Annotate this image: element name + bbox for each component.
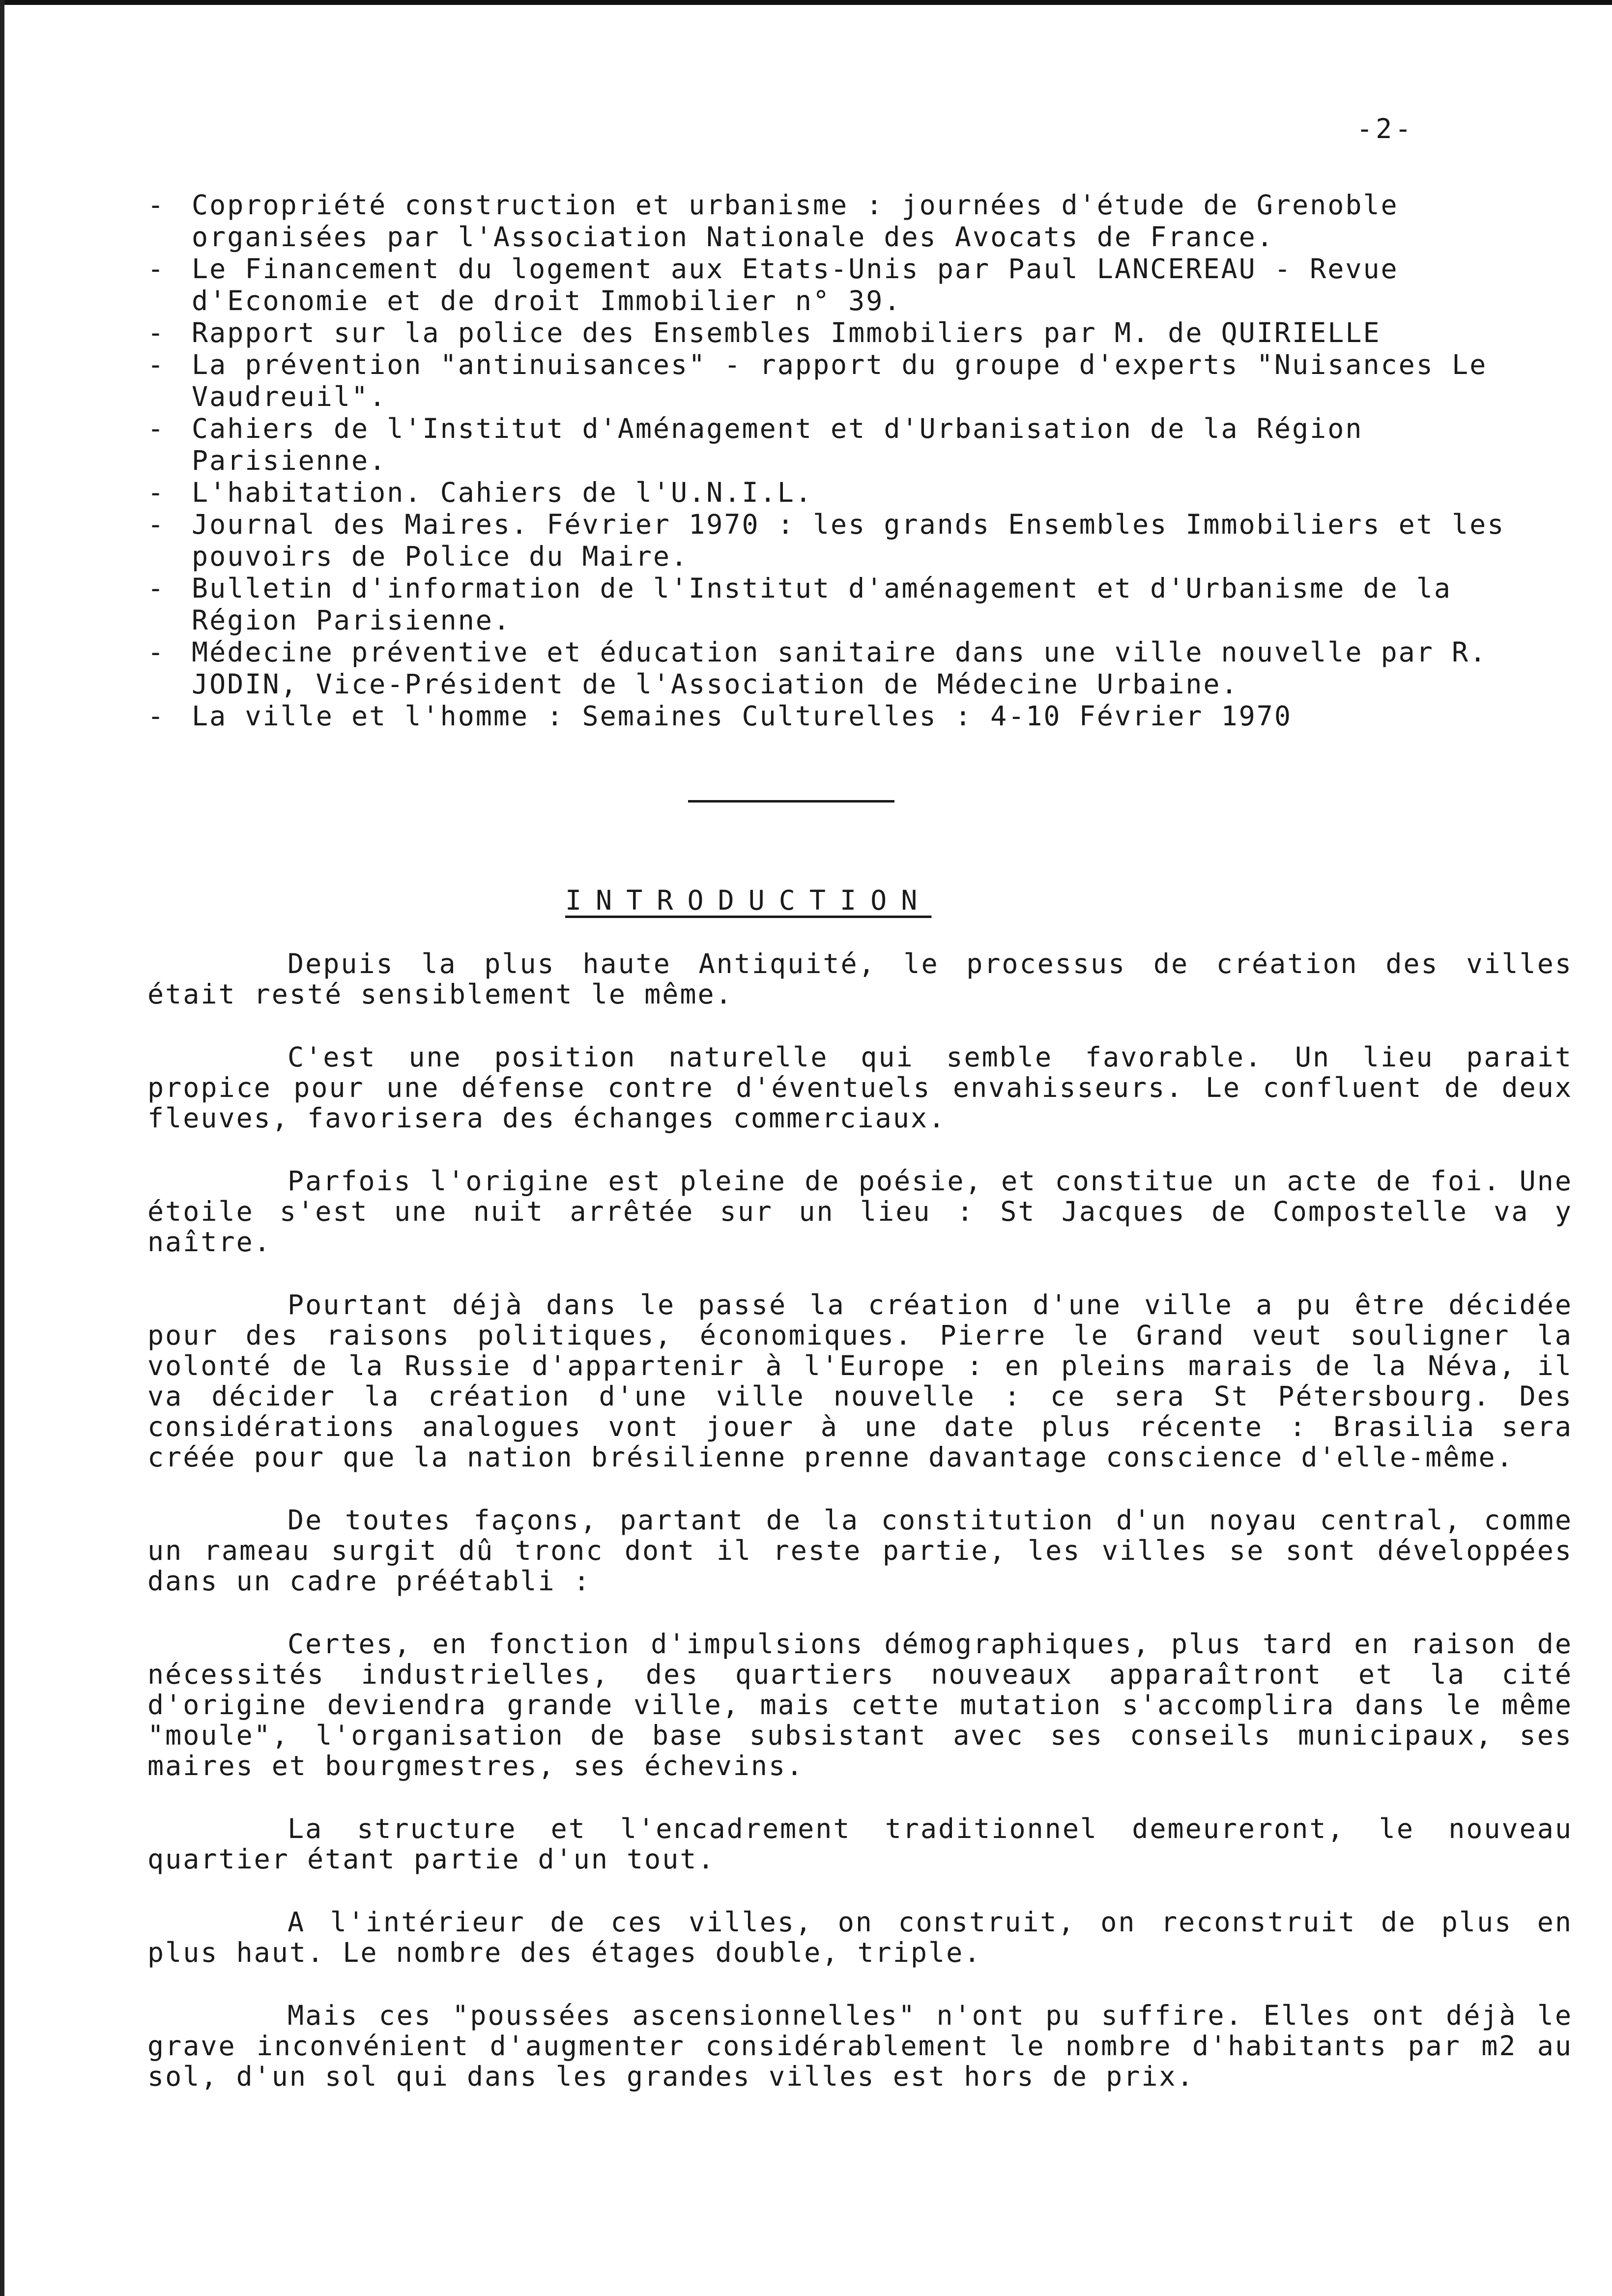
- list-dash: -: [147, 189, 166, 221]
- list-dash: -: [147, 573, 166, 604]
- list-dash: -: [147, 349, 166, 380]
- reference-item: [147, 317, 1563, 349]
- reference-item: [147, 189, 1563, 253]
- scan-edge-left: [0, 0, 4, 2296]
- reference-text: La ville et l'homme : Semaines Culturelles : 4-10 Février 1970: [192, 700, 1292, 732]
- reference-text: Cahiers de l'Institut d'Aménagement et d'Urbanisation de la Région Parisienne.: [192, 413, 1363, 476]
- reference-item: [147, 477, 1563, 509]
- list-dash: -: [147, 253, 166, 285]
- paragraph: Depuis la plus haute Antiquité, le processus de création des villes était resté sensiblement le même.: [147, 948, 1573, 1010]
- section-divider: [688, 800, 894, 803]
- reference-item: [147, 253, 1563, 317]
- paragraph: Pourtant déjà dans le passé la création d'une ville a pu être décidée pour des raisons politiques, économiques. Pierre le Grand veut souligner la volonté de la Russie d'appartenir à l'Europe : en pleins marais de la Néva, il va décider la création d'une ville nouvelle : ce sera St Pétersbourg. Des considérations analogues vont jouer à une date plus récente : Brasilia sera créée pour que la nation brésilienne prenne davantage conscience d'elle-même.: [147, 1289, 1573, 1473]
- paragraph: La structure et l'encadrement traditionnel demeureront, le nouveau quartier étant partie d'un tout.: [147, 1813, 1573, 1875]
- introduction-body: [147, 948, 1573, 2124]
- reference-item: [147, 413, 1563, 477]
- paragraph: C'est une position naturelle qui semble favorable. Un lieu parait propice pour une défense contre d'éventuels envahisseurs. Le confluent de deux fleuves, favorisera des échanges commerciaux.: [147, 1041, 1573, 1134]
- reference-text: Le Financement du logement aux Etats-Unis par Paul LANCEREAU - Revue d'Economie et de droit Immobilier n° 39.: [192, 253, 1399, 316]
- reference-item: [147, 573, 1563, 636]
- reference-text: Médecine préventive et éducation sanitaire dans une ville nouvelle par R. JODIN, Vice-Président de l'Association de Médecine Urbaine.: [192, 636, 1488, 700]
- reference-item: [147, 349, 1563, 413]
- list-dash: -: [147, 477, 166, 508]
- list-dash: -: [147, 636, 166, 668]
- paragraph: A l'intérieur de ces villes, on construit, on reconstruit de plus en plus haut. Le nombre des étages double, triple.: [147, 1906, 1573, 1968]
- reference-item: [147, 509, 1563, 573]
- list-dash: -: [147, 317, 166, 348]
- paragraph: Mais ces "poussées ascensionnelles" n'ont pu suffire. Elles ont déjà le grave inconvénient d'augmenter considérablement le nombre d'habitants par m2 au sol, d'un sol qui dans les grandes villes est hors de prix.: [147, 2000, 1573, 2092]
- list-dash: -: [147, 509, 166, 540]
- reference-item: [147, 700, 1563, 732]
- list-dash: -: [147, 413, 166, 444]
- reference-text: Journal des Maires. Février 1970 : les grands Ensembles Immobiliers et les pouvoirs de Police du Maire.: [192, 509, 1505, 572]
- paragraph: Parfois l'origine est pleine de poésie, et constitue un acte de foi. Une étoile s'est une nuit arrêtée sur un lieu : St Jacques de Compostelle va y naître.: [147, 1165, 1573, 1258]
- reference-text: Copropriété construction et urbanisme : journées d'étude de Grenoble organisées par l'Association Nationale des Avocats de France.: [192, 189, 1399, 253]
- reference-text: Bulletin d'information de l'Institut d'aménagement et d'Urbanisme de la Région Parisienne.: [192, 573, 1452, 636]
- reference-list: [147, 189, 1563, 732]
- reference-text: Rapport sur la police des Ensembles Immobiliers par M. de QUIRIELLE: [192, 317, 1381, 348]
- scan-edge-top: [0, 0, 1612, 5]
- page-number: -2-: [1356, 113, 1414, 144]
- paragraph: De toutes façons, partant de la constitution d'un noyau central, comme un rameau surgit dû tronc dont il reste partie, les villes se sont développées dans un cadre préétabli :: [147, 1504, 1573, 1597]
- reference-text: L'habitation. Cahiers de l'U.N.I.L.: [192, 477, 813, 508]
- section-title: INTRODUCTION: [565, 885, 932, 916]
- paragraph: Certes, en fonction d'impulsions démographiques, plus tard en raison de nécessités industrielles, des quartiers nouveaux apparaîtront et la cité d'origine deviendra grande ville, mais cette mutation s'accomplira dans le même "moule", l'organisation de base subsistant avec ses conseils municipaux, ses maires et bourgmestres, ses échevins.: [147, 1628, 1573, 1781]
- reference-item: [147, 636, 1563, 700]
- list-dash: -: [147, 700, 166, 732]
- reference-text: La prévention "antinuisances" - rapport du groupe d'experts "Nuisances Le Vaudreuil".: [192, 349, 1488, 412]
